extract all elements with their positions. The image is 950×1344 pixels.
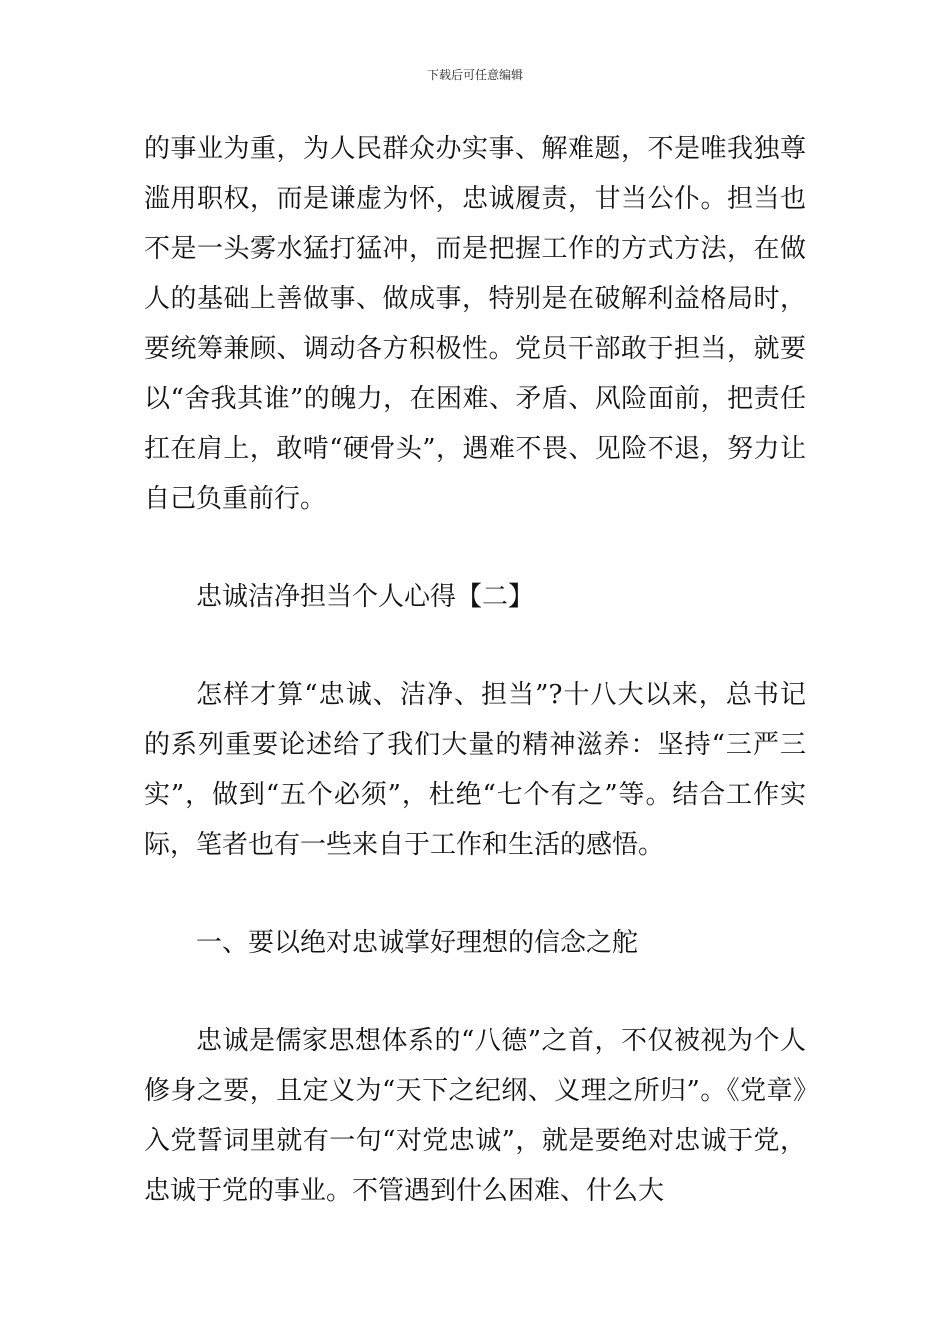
body-paragraph-2: 怎样才算“忠诚、洁净、担当”?十八大以来，总书记的系列重要论述给了我们大量的精神滋养：坚持“三严三实”，做到“五个必须”，杜绝“七个有之”等。结合工作实际，笔者也有一些来自于工作和生活的感悟。 [144,680,806,860]
body-paragraph-1: 的事业为重，为人民群众办实事、解难题，不是唯我独尊滥用职权，而是谦虚为怀，忠诚履责，甘当公仆。担当也不是一头雾水猛打猛冲，而是把握工作的方式方法，在做人的基础上善做事、做成事，特别是在破解利益格局时，要统筹兼顾、调动各方积极性。党员干部敢于担当，就要以“舍我其谁”的魄力，在困难、矛盾、风险面前，把责任扛在肩上，敢啃“硬骨头”，遇难不畏、见险不退，努力让自己负重前行。 [144,134,806,514]
document-body [144,124,806,1216]
section-heading-2: 忠诚洁净担当个人心得【二】 [196,582,535,612]
page-header-note: 下载后可任意编辑 [426,68,523,82]
subsection-heading-1: 一、要以绝对忠诚掌好理想的信念之舵 [196,928,639,958]
body-paragraph-3: 忠诚是儒家思想体系的“八德”之首，不仅被视为个人修身之要，且定义为“天下之纪纲、义理之所归”。《党章》入党誓词里就有一句“对党忠诚”，就是要绝对忠诚于党，忠诚于党的事业。不管遇到什么困难、什么大 [144,1026,806,1206]
